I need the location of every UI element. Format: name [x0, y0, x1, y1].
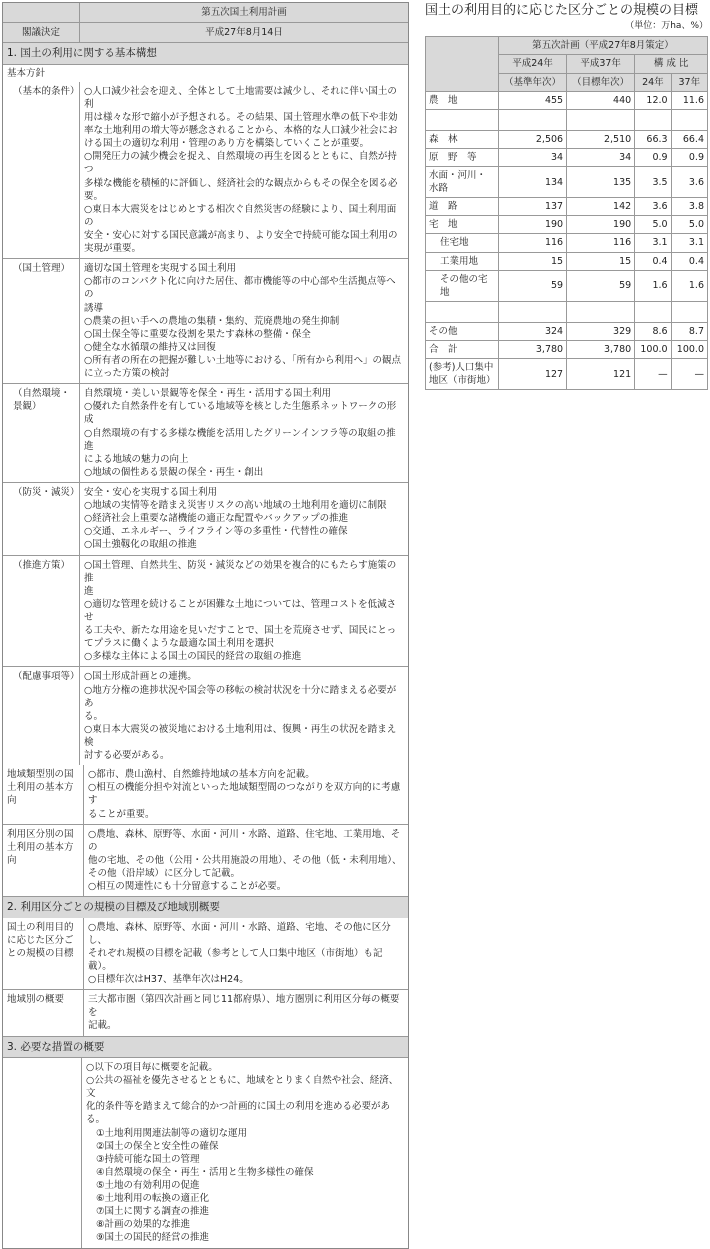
block-line: 討する必要がある。	[84, 750, 170, 762]
category-cell: 宅 地	[426, 216, 499, 234]
value-cell: 3.6	[671, 167, 707, 198]
value-cell: 59	[567, 270, 635, 301]
block-line: ○地方分権の進捗状況や国会等の移転の検討状況を十分に踏まえる必要があ	[84, 684, 397, 709]
block-line: ○農地、森林、原野等、水面・河川・水路、道路、住宅地、工業用地、その	[88, 828, 401, 853]
measure-item: ⑧計画の効果的な推進	[96, 1219, 191, 1231]
block-line: ○国土保全等に重要な役割を果たす森林の整備・保全	[84, 328, 311, 340]
value-cell: 190	[567, 216, 635, 234]
value-cell: 3.8	[671, 198, 707, 216]
value-cell: 11.6	[671, 91, 707, 109]
measure-item: ⑨国土の国民的経営の推進	[96, 1232, 210, 1244]
category-cell: その他の宅地	[426, 270, 499, 301]
value-cell: 3.5	[635, 167, 671, 198]
value-cell: 3.1	[635, 234, 671, 252]
measure-item: ⑥土地利用の転換の適正化	[96, 1193, 210, 1205]
block-line: ○地域の実情等を踏まえ災害リスクの高い地域の土地利用を適切に制限	[84, 500, 387, 512]
value-cell: 3.6	[635, 198, 671, 216]
value-cell: —	[671, 359, 707, 390]
value-cell: 5.0	[635, 216, 671, 234]
value-cell	[567, 109, 635, 130]
block-line: 他の宅地、その他（公用・公共用施設の用地）、その他（低・未利用地）、	[88, 854, 402, 866]
category-cell: 工業用地	[426, 252, 499, 270]
plan-block	[3, 555, 408, 667]
section-1-sub: 基本方針	[7, 67, 46, 79]
h37-header: 平成37年	[567, 55, 635, 73]
block-line: ○地域の個性ある景観の保全・再生・創出	[84, 466, 264, 478]
block-line: 要。	[84, 190, 104, 202]
table-row	[426, 91, 708, 109]
block-line: ○人口減少社会を迎え、全体として土地需要は減少し、それに伴い国土の利	[84, 85, 397, 110]
value-cell: —	[635, 359, 671, 390]
block-label: 国土の利用目的に応じた区分ごとの規模の目標	[3, 918, 84, 990]
table-title: 国土の利用目的に応じた区分ごとの規模の目標	[425, 3, 699, 18]
block-line: 率な土地利用の増大等が懸念されることから、本格的な人口減少社会にお	[84, 125, 398, 137]
section-3-content	[82, 1058, 408, 1248]
block-line: 実現が重要。	[84, 243, 142, 255]
table-row	[426, 234, 708, 252]
block-label: （防災・減災）	[3, 483, 80, 555]
table-row	[426, 167, 708, 198]
value-cell: 12.0	[635, 91, 671, 109]
plan-block	[3, 989, 408, 1035]
block-line: 多様な機能を積極的に評価し、経済社会的な観点からもその保全を図る必	[84, 177, 398, 189]
value-cell: 3.1	[671, 234, 707, 252]
value-cell	[499, 301, 567, 322]
category-cell: その他	[426, 322, 499, 340]
block-content	[80, 556, 408, 667]
value-cell: 455	[499, 91, 567, 109]
section-3-body	[3, 1057, 408, 1248]
value-cell: 135	[567, 167, 635, 198]
block-content	[84, 765, 408, 823]
plan-block	[3, 82, 408, 258]
block-label: 地域類型別の国土利用の基本方向	[3, 765, 84, 823]
category-cell: 住宅地	[426, 234, 499, 252]
block-label: 地域別の概要	[3, 990, 84, 1035]
table-row	[426, 340, 708, 358]
block-label: （自然環境・景観）	[3, 384, 80, 482]
scale-target-panel	[425, 0, 708, 390]
value-cell: 15	[567, 252, 635, 270]
value-cell: 329	[567, 322, 635, 340]
measure-item: ①土地利用関連法制等の適切な運用	[96, 1127, 248, 1139]
block-line: ○農地、森林、原野等、水面・河川・水路、道路、宅地、その他に区分し、	[88, 921, 391, 946]
measure-item: ⑦国土に関する調査の推進	[96, 1206, 210, 1218]
block-line: による地域の魅力の向上	[84, 453, 189, 465]
block-content	[80, 483, 408, 555]
decision-date: 平成27年8月14日	[205, 27, 283, 39]
block-label: （推進方策）	[3, 556, 80, 667]
table-row	[426, 198, 708, 216]
value-cell: 1.6	[635, 270, 671, 301]
category-cell	[426, 109, 499, 130]
value-cell: 3,780	[567, 340, 635, 358]
category-cell: 原 野 等	[426, 148, 499, 166]
decision-label: 閣議決定	[3, 23, 80, 42]
value-cell: 324	[499, 322, 567, 340]
section-3-title: 3. 必要な措置の概要	[7, 1040, 105, 1053]
section-1-sub-row	[3, 64, 408, 82]
base-year-header: （基準年次）	[499, 73, 567, 91]
category-cell: 農 地	[426, 91, 499, 109]
plan-title: 第五次国土利用計画	[201, 7, 287, 18]
value-cell: 190	[499, 216, 567, 234]
section-1-title: 1. 国土の利用に関する基本構想	[7, 47, 157, 60]
value-cell: 2,510	[567, 130, 635, 148]
value-cell: 116	[567, 234, 635, 252]
block-line: 自然環境・美しい景観等を保全・再生・活用する国土利用	[84, 388, 332, 400]
value-cell: 15	[499, 252, 567, 270]
block-line: ○都市、農山漁村、自然維持地域の基本方向を記載。	[88, 769, 315, 781]
category-cell: 森 林	[426, 130, 499, 148]
block-line: ○相互の関連性にも十分留意することが必要。	[88, 881, 287, 893]
block-line: ○国土強靱化の取組の推進	[84, 539, 197, 551]
value-cell: 5.0	[671, 216, 707, 234]
block-line: ○相互の機能分担や対流といった地域類型間のつながりを双方向的に考慮す	[88, 782, 401, 807]
block-line: ○所有者の所在の把握が難しい土地等における、「所有から利用へ」の観点	[84, 355, 402, 366]
block-content	[80, 259, 408, 383]
block-line: ○国土管理、自然共生、防災・減災などの効果を複合的にもたらす施策の推	[84, 559, 397, 584]
table-unit: （単位：万ha、%）	[625, 20, 708, 31]
block-line: 誘導	[84, 302, 104, 314]
decision-row	[3, 22, 408, 42]
plan-summary-table	[2, 2, 409, 1249]
block-line: ○東日本大震災の被災地における土地利用は、復興・再生の状況を踏まえ検	[84, 723, 397, 748]
block-line: る工夫や、新たな用途を見いだすことで、国土を荒廃させず、国民にとっ	[84, 625, 397, 637]
ratio-header: 構 成 比	[635, 55, 708, 73]
block-content	[80, 667, 408, 765]
table-row	[426, 109, 708, 130]
value-cell: 59	[499, 270, 567, 301]
value-cell: 0.9	[671, 148, 707, 166]
value-cell: 142	[567, 198, 635, 216]
plan-block	[3, 258, 408, 383]
table-row	[426, 301, 708, 322]
measure-item: ②国土の保全と安全性の確保	[96, 1140, 219, 1152]
block-line: ○多様な主体による国土の国民的経営の取組の推進	[84, 651, 302, 663]
block-label: （配慮事項等）	[3, 667, 80, 765]
plan-block	[3, 666, 408, 765]
measure-item: ⑤土地の有効利用の促進	[96, 1179, 200, 1191]
value-cell: 34	[499, 148, 567, 166]
plan-block	[3, 383, 408, 482]
block-line: てプラスに働くような最適な国土利用を選択	[84, 638, 274, 650]
block-line: 安全・安心に対する国民意識が高まり、より安全で持続可能な国土利用の	[84, 230, 398, 242]
value-cell	[499, 109, 567, 130]
y24-header: 24年	[635, 73, 671, 91]
value-cell: 66.4	[671, 130, 707, 148]
value-cell: 8.6	[635, 322, 671, 340]
value-cell: 3,780	[499, 340, 567, 358]
block-line: 三大都市圏（第四次計画と同じ11都府県）、地方圏別に利用区分毎の概要を	[88, 994, 400, 1019]
section-2-title-row	[3, 896, 408, 917]
value-cell: 1.6	[671, 270, 707, 301]
block-content	[80, 384, 408, 482]
value-cell: 100.0	[671, 340, 707, 358]
block-line: その他（沿岸域）に区分して記載。	[88, 867, 241, 879]
value-cell: 0.4	[635, 252, 671, 270]
target-year-header: （目標年次）	[567, 73, 635, 91]
block-line: ○交通、エネルギー、ライフライン等の多重性・代替性の確保	[84, 526, 348, 538]
block-line: それぞれ規模の目標を記載（参考として人口集中地区（市街地）も記載）。	[88, 947, 383, 972]
value-cell	[635, 109, 671, 130]
value-cell: 34	[567, 148, 635, 166]
y37-header: 37年	[671, 73, 707, 91]
value-cell	[671, 109, 707, 130]
section-3-title-row	[3, 1036, 408, 1057]
table-row	[426, 270, 708, 301]
block-label: （国土管理）	[3, 259, 80, 383]
value-cell: 2,506	[499, 130, 567, 148]
block-line: 進	[84, 585, 94, 597]
block-label: 利用区分別の国土利用の基本方向	[3, 825, 84, 897]
block-line: 用は様々な形で縮小が予想される。その結果、国土管理水準の低下や非効	[84, 112, 398, 124]
section-1-title-row	[3, 42, 408, 63]
section-2-title: 2. 利用区分ごとの規模の目標及び地域別概要	[7, 901, 220, 914]
block-line: 記載。	[88, 1020, 117, 1032]
section-3-line: る。	[86, 1114, 106, 1126]
block-line: ○開発圧力の減少機会を捉え、自然環境の再生を図るとともに、自然が持つ	[84, 151, 397, 176]
block-line: ○東日本大震災をはじめとする相次ぐ自然災害の経験により、国土利用面の	[84, 203, 397, 228]
block-content	[84, 990, 408, 1035]
block-line: ける国土の適切な利用・管理のあり方を構築していくことが重要。	[84, 138, 370, 150]
block-content	[80, 82, 408, 258]
section-3-line: ○以下の項目毎に概要を記載。	[86, 1062, 218, 1073]
section-3-line: ○公共の福祉を優先させるとともに、地域をとりまく自然や社会、経済、文	[86, 1075, 399, 1100]
category-cell: (参考)人口集中地区（市街地）	[426, 359, 499, 390]
measure-item: ④自然環境の保全・再生・活用と生物多様性の確保	[96, 1166, 314, 1178]
block-line: ○国土形成計画との連携。	[84, 671, 197, 683]
block-line: ○健全な水循環の維持又は回復	[84, 341, 216, 353]
value-cell: 0.9	[635, 148, 671, 166]
block-line: ○都市のコンパクト化に向けた居住、都市機能等の中心部や生活拠点等への	[84, 276, 396, 301]
block-content	[84, 825, 408, 897]
category-cell: 水面・河川・水路	[426, 167, 499, 198]
plan-header: 第五次計画（平成27年8月策定）	[499, 37, 708, 55]
table-row	[426, 252, 708, 270]
block-label: （基本的条件）	[3, 82, 80, 258]
value-cell	[635, 301, 671, 322]
table-row	[426, 216, 708, 234]
category-cell: 合 計	[426, 340, 499, 358]
value-cell	[671, 301, 707, 322]
value-cell: 66.3	[635, 130, 671, 148]
measure-item: ③持続可能な国土の管理	[96, 1153, 200, 1165]
value-cell: 134	[499, 167, 567, 198]
category-cell: 道 路	[426, 198, 499, 216]
block-line: ○目標年次はH37、基準年次はH24。	[88, 974, 249, 986]
header-row	[3, 3, 408, 22]
value-cell: 8.7	[671, 322, 707, 340]
category-cell	[426, 301, 499, 322]
value-cell: 137	[499, 198, 567, 216]
plan-block	[3, 765, 408, 823]
plan-block	[3, 918, 408, 990]
scale-target-table	[425, 36, 708, 390]
table-row	[426, 148, 708, 166]
block-line: ○農業の担い手への農地の集積・集約、荒廃農地の発生抑制	[84, 315, 340, 327]
block-line: 適切な国土管理を実現する国土利用	[84, 263, 237, 275]
value-cell: 121	[567, 359, 635, 390]
value-cell: 100.0	[635, 340, 671, 358]
section-3-line: 化的条件等を踏まえて総合的かつ計画的に国土の利用を進める必要があ	[86, 1101, 391, 1113]
block-line: ○経済社会上重要な諸機能の適正な配置やバックアップの推進	[84, 513, 349, 525]
block-line: る。	[84, 710, 104, 722]
plan-block	[3, 824, 408, 897]
value-cell: 0.4	[671, 252, 707, 270]
plan-block	[3, 482, 408, 555]
value-cell: 440	[567, 91, 635, 109]
value-cell	[567, 301, 635, 322]
block-content	[84, 918, 408, 990]
h24-header: 平成24年	[499, 55, 567, 73]
table-row	[426, 322, 708, 340]
table-row	[426, 130, 708, 148]
block-line: ○適切な管理を続けることが困難な土地については、管理コストを低減させ	[84, 598, 397, 623]
block-line: に立った方策の検討	[84, 368, 170, 380]
block-line: ることが重要。	[88, 808, 155, 820]
block-line: ○自然環境の有する多様な機能を活用したグリーンインフラ等の取組の推進	[84, 427, 396, 452]
block-line: ○優れた自然条件を有している地域等を核とした生態系ネットワークの形成	[84, 401, 397, 426]
table-row	[426, 359, 708, 390]
value-cell: 127	[499, 359, 567, 390]
block-line: 安全・安心を実現する国土利用	[84, 486, 218, 498]
value-cell: 116	[499, 234, 567, 252]
